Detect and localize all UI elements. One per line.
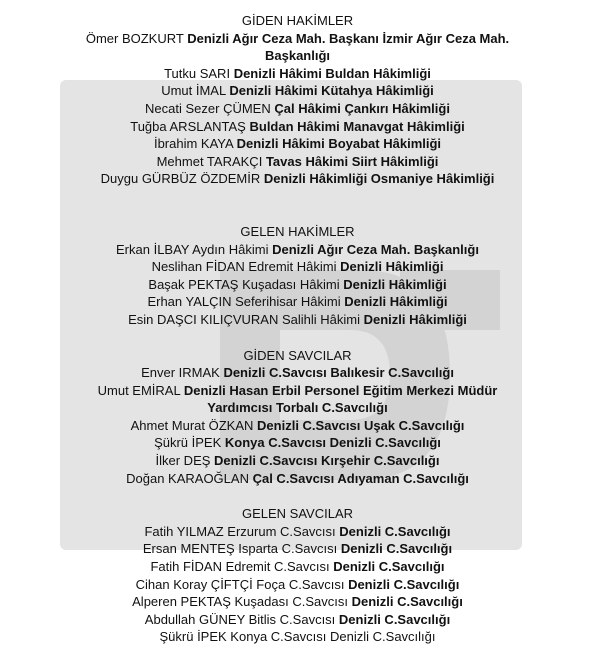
entry-name: Ömer BOZKURT [85,30,184,46]
section-spacer [0,329,595,347]
entry-name: Duygu GÜRBÜZ ÖZDEMİR [100,171,261,187]
entry-line [0,434,595,452]
entry-line [0,558,595,576]
entry-line [0,293,595,311]
entry-detail: Denizli Ağır Ceza Mah. Başkanlığı [272,241,479,257]
entry-line [0,576,595,594]
entry-name: Necati Sezer ÇÜMEN [145,100,271,116]
entry-name: Cihan Koray ÇİFTÇİ Foça C.Savcısı [135,576,345,592]
entry-detail: Denizli C.Savcılığı [348,576,460,592]
entry-detail: Çal Hâkimi Çankırı Hâkimliği [274,100,450,116]
entry-detail: Denizli Hâkimliği [344,294,448,310]
entry-detail: Denizli C.Savcısı Kırşehir C.Savcılığı [214,453,440,469]
entry-name: Alperen PEKTAŞ Kuşadası C.Savcısı [132,594,348,610]
section-heading: GELEN SAVCILAR [241,506,354,522]
entry-detail: Denizli Hâkimliği [340,259,444,275]
entry-detail: Denizli Hâkimi Buldan Hâkimliği [233,65,431,81]
entry-name: Mehmet TARAKÇI [156,153,263,169]
entry-line [0,628,595,646]
entry-line [0,364,595,382]
entry-line [0,276,595,294]
entry-name: İbrahim KAYA [153,136,233,152]
entry-line [0,523,595,541]
entry-name: Erkan İLBAY Aydın Hâkimi [116,241,269,257]
entry-line [0,382,595,417]
entry-detail: Denizli Hâkimliği [343,276,447,292]
entry-name: Esin DAŞCI KILIÇVURAN Salihli Hâkimi [128,311,360,327]
entry-line [0,153,595,171]
entry-line [0,311,595,329]
entry-name: Enver IRMAK [141,365,220,381]
entry-detail: Tavas Hâkimi Siirt Hâkimliği [265,153,439,169]
entry-line [0,135,595,153]
entry-detail: Denizli C.Savcılığı [351,594,463,610]
entry-name: Erhan YALÇIN Seferihisar Hâkimi [147,294,341,310]
entry-line [0,170,595,188]
entry-detail: Denizli C.Savcılığı [338,611,451,627]
entry-detail: Denizli Hâkimliği [363,311,467,327]
entry-detail: Denizli C.Savcılığı [333,559,445,575]
entry-name: Fatih YILMAZ Erzurum C.Savcısı [144,523,336,539]
section-gelen-savcilar [0,505,595,646]
entry-line [0,82,595,100]
entry-detail: Denizli Hasan Erbil Personel Eğitim Merkezi Müdür Yardımcısı Torbalı C.Savcılığı [183,382,498,416]
entry-name: İlker DEŞ [155,453,211,469]
entry-name: Doğan KARAOĞLAN [126,470,249,486]
entry-detail: Denizli Ağır Ceza Mah. Başkanı İzmir Ağır Ceza Mah. Başkanlığı [187,30,510,64]
section-heading: GELEN HAKİMLER [240,223,355,239]
entry-detail: Denizli C.Savcılığı [339,523,451,539]
entry-name: Şükrü İPEK Konya C.Savcısı Denizli C.Savcılığı [159,629,436,645]
entry-detail: Denizli C.Savcılığı [340,541,453,557]
section-heading: GİDEN HAKİMLER [241,13,354,28]
document-body [0,12,595,646]
entry-name: Şükrü İPEK [154,435,222,451]
entry-name: Tuğba ARSLANTAŞ [130,118,246,134]
entry-detail: Konya C.Savcısı Denizli C.Savcılığı [224,435,441,451]
entry-line [0,470,595,488]
entry-line [0,241,595,259]
entry-name: Umut EMİRAL [97,382,181,398]
entry-name: Neslihan FİDAN Edremit Hâkimi [151,259,337,275]
entry-name: Umut İMAL [161,83,226,99]
section-spacer [0,487,595,505]
entry-detail: Denizli Hâkimliği Osmaniye Hâkimliği [263,171,495,187]
section-giden-savcilar [0,347,595,488]
entry-name: Tutku SARI [164,65,231,81]
entry-line [0,611,595,629]
entry-line [0,540,595,558]
entry-name: Başak PEKTAŞ Kuşadası Hâkimi [148,276,340,292]
entry-name: Ahmet Murat ÖZKAN [130,417,254,433]
entry-detail: Denizli C.Savcısı Balıkesir C.Savcılığı [223,365,454,381]
entry-detail: Denizli Hâkimi Boyabat Hâkimliği [236,136,442,152]
entry-detail: Çal C.Savcısı Adıyaman C.Savcılığı [252,470,469,486]
entry-detail: Buldan Hâkimi Manavgat Hâkimliği [249,118,465,134]
entry-line [0,30,595,65]
entry-line [0,593,595,611]
section-spacer [0,188,595,223]
entry-line [0,258,595,276]
entry-name: Ersan MENTEŞ Isparta C.Savcısı [142,541,338,557]
entry-line [0,100,595,118]
section-heading: GİDEN SAVCILAR [243,347,352,363]
entry-line [0,417,595,435]
entry-line [0,118,595,136]
section-gelen-hakimler [0,223,595,329]
entry-detail: Denizli C.Savcısı Uşak C.Savcılığı [257,417,465,433]
entry-detail: Denizli Hâkimi Kütahya Hâkimliği [229,83,434,99]
entry-name: Fatih FİDAN Edremit C.Savcısı [150,559,330,575]
section-giden-hakimler [0,12,595,188]
entry-line [0,65,595,83]
entry-line [0,452,595,470]
entry-name: Abdullah GÜNEY Bitlis C.Savcısı [144,611,336,627]
